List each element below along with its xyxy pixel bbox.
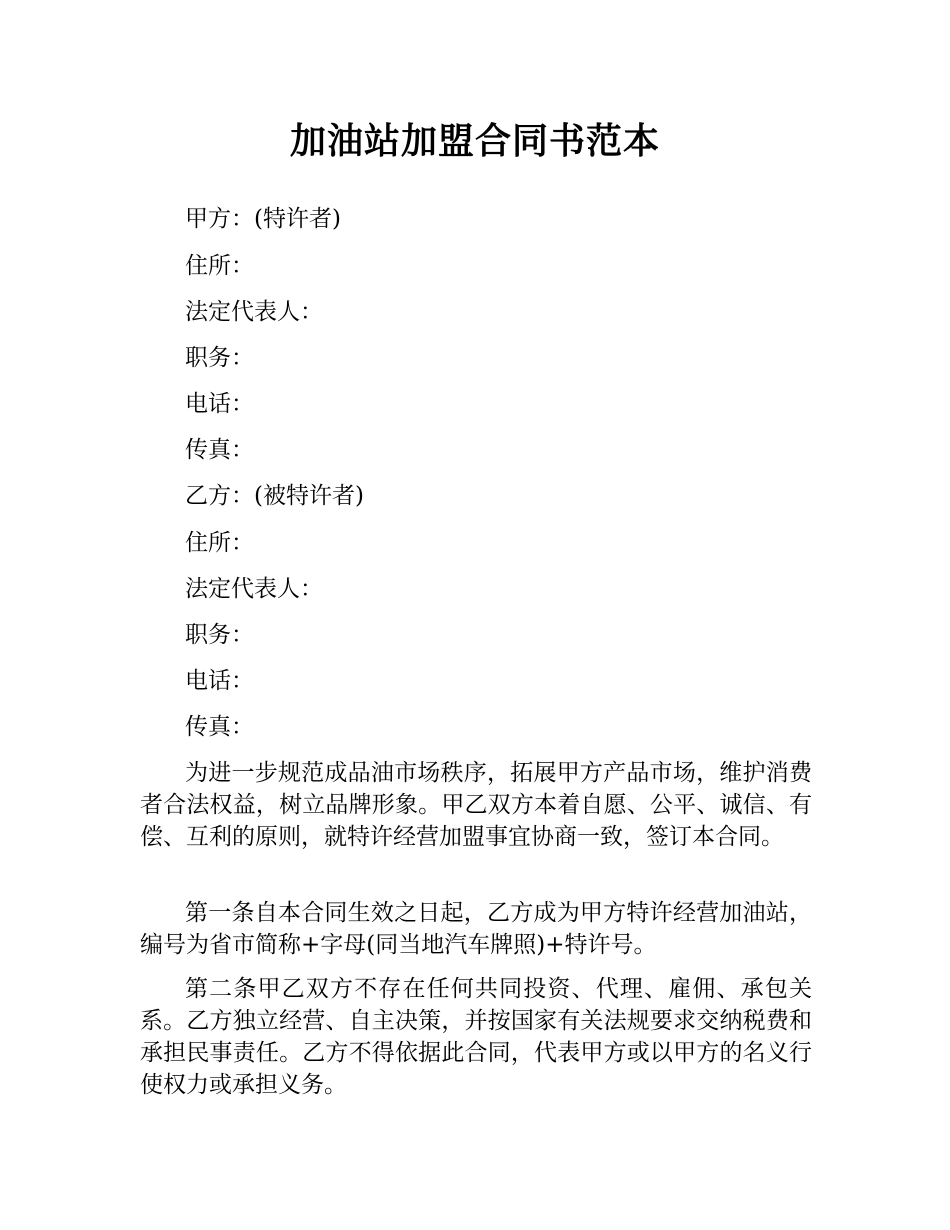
party-b-legal-rep-line: 法定代表人： bbox=[185, 576, 323, 602]
party-b-fax-line: 传真： bbox=[185, 714, 254, 740]
party-b-address-line: 住所： bbox=[185, 530, 254, 556]
party-a-name-line: 甲方：(特许者) bbox=[185, 206, 341, 232]
party-a-fax-line: 传真： bbox=[185, 437, 254, 463]
party-a-address-line: 住所： bbox=[185, 253, 254, 279]
article-1-paragraph: 第一条自本合同生效之日起，乙方成为甲方特许经营加油站，编号为省市简称+字母(同当地汽车牌照)+特许号。 bbox=[140, 900, 812, 958]
article-2-paragraph: 第二条甲乙双方不存在任何共同投资、代理、雇佣、承包关系。乙方独立经营、自主决策，并按国家有关法规要求交纳税费和承担民事责任。乙方不得依据此合同，代表甲方或以甲方的名义行使权力或承担义务。 bbox=[140, 976, 812, 1098]
party-b-position-line: 职务： bbox=[185, 622, 254, 648]
document-title: 加油站加盟合同书范本 bbox=[289, 121, 660, 162]
party-b-name-line: 乙方：(被特许者) bbox=[185, 483, 364, 509]
party-a-position-line: 职务： bbox=[185, 345, 254, 371]
party-a-legal-rep-line: 法定代表人： bbox=[185, 299, 323, 325]
party-b-phone-line: 电话： bbox=[185, 668, 254, 694]
party-a-phone-line: 电话： bbox=[185, 391, 254, 417]
preamble-paragraph: 为进一步规范成品油市场秩序，拓展甲方产品市场，维护消费者合法权益，树立品牌形象。甲乙双方本着自愿、公平、诚信、有偿、互利的原则，就特许经营加盟事宜协商一致，签订本合同。 bbox=[140, 760, 812, 850]
